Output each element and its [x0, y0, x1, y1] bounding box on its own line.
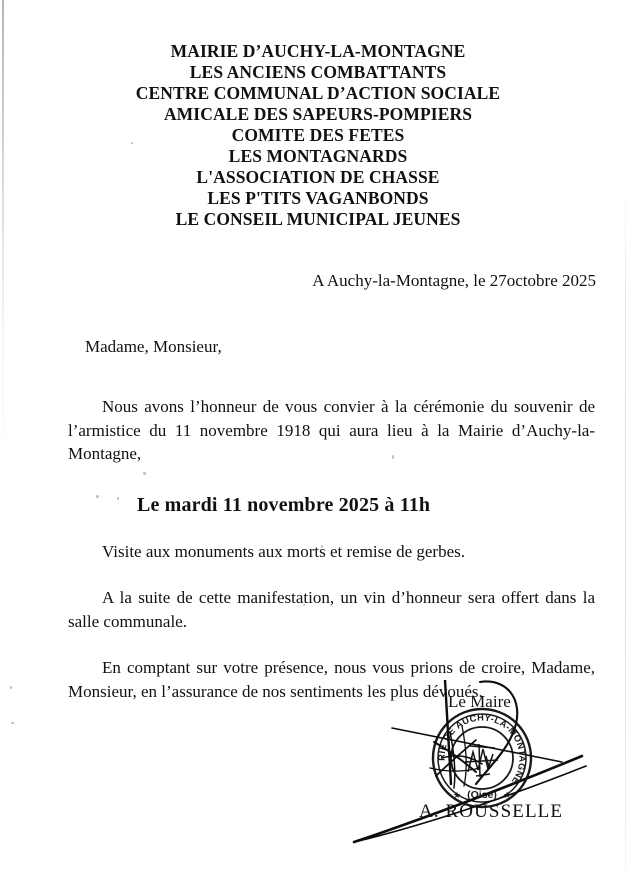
- letterhead-line: MAIRIE D’AUCHY-LA-MONTAGNE: [170, 41, 466, 61]
- stamp-department: (Oise): [467, 789, 497, 801]
- event-date-highlight: Le mardi 11 novembre 2025 à 11h: [137, 493, 431, 516]
- letterhead-line: CENTRE COMMUNAL D’ACTION SOCIALE: [135, 83, 501, 103]
- handwritten-signature: [330, 680, 636, 870]
- body-paragraph: Nous avons l’honneur de vous convier à la cérémonie du souvenir de l’armistice du 11 novembre 1918 qui aura lieu à la Mairie d’Auchy-la-Montagne,: [68, 397, 595, 463]
- letterhead-line: L'ASSOCIATION DE CHASSE: [196, 167, 440, 187]
- salutation: Madame, Monsieur,: [85, 337, 222, 356]
- stamp-star-left-icon: ★: [452, 790, 462, 800]
- stamp-ring-text: MAIRIE DE AUCHY-LA-MONTAGNE: [436, 712, 528, 787]
- letterhead-line: LES ANCIENS COMBATTANTS: [189, 62, 447, 82]
- signature-title: Le Maire: [448, 692, 511, 711]
- scan-speck: [11, 722, 14, 724]
- body-paragraph: A la suite de cette manifestation, un vin d’honneur sera offert dans la salle communale.: [68, 588, 595, 631]
- letterhead: [0, 41, 636, 230]
- stamp-star-right-icon: ★: [502, 790, 512, 800]
- dateline: A Auchy-la-Montagne, le 27octobre 2025: [312, 271, 596, 290]
- letterhead-line: LES MONTAGNARDS: [228, 146, 408, 166]
- letterhead-line: COMITE DES FETES: [231, 125, 405, 145]
- scan-speck: [10, 686, 12, 689]
- letterhead-line: LE CONSEIL MUNICIPAL JEUNES: [175, 209, 461, 229]
- signature-block: [330, 680, 636, 870]
- letterhead-line: LES P'TITS VAGANBONDS: [207, 188, 429, 208]
- body-paragraph: En comptant sur votre présence, nous vous prions de croire, Madame, Monsieur, en l’assurance de nos sentiments les plus dévoués.: [68, 658, 595, 701]
- body-paragraph: Visite aux monuments aux morts et remise de gerbes.: [102, 541, 465, 561]
- signatory-name: A. ROUSSELLE: [419, 801, 564, 822]
- letter-body: [68, 395, 595, 703]
- letterhead-line: AMICALE DES SAPEURS-POMPIERS: [163, 104, 473, 124]
